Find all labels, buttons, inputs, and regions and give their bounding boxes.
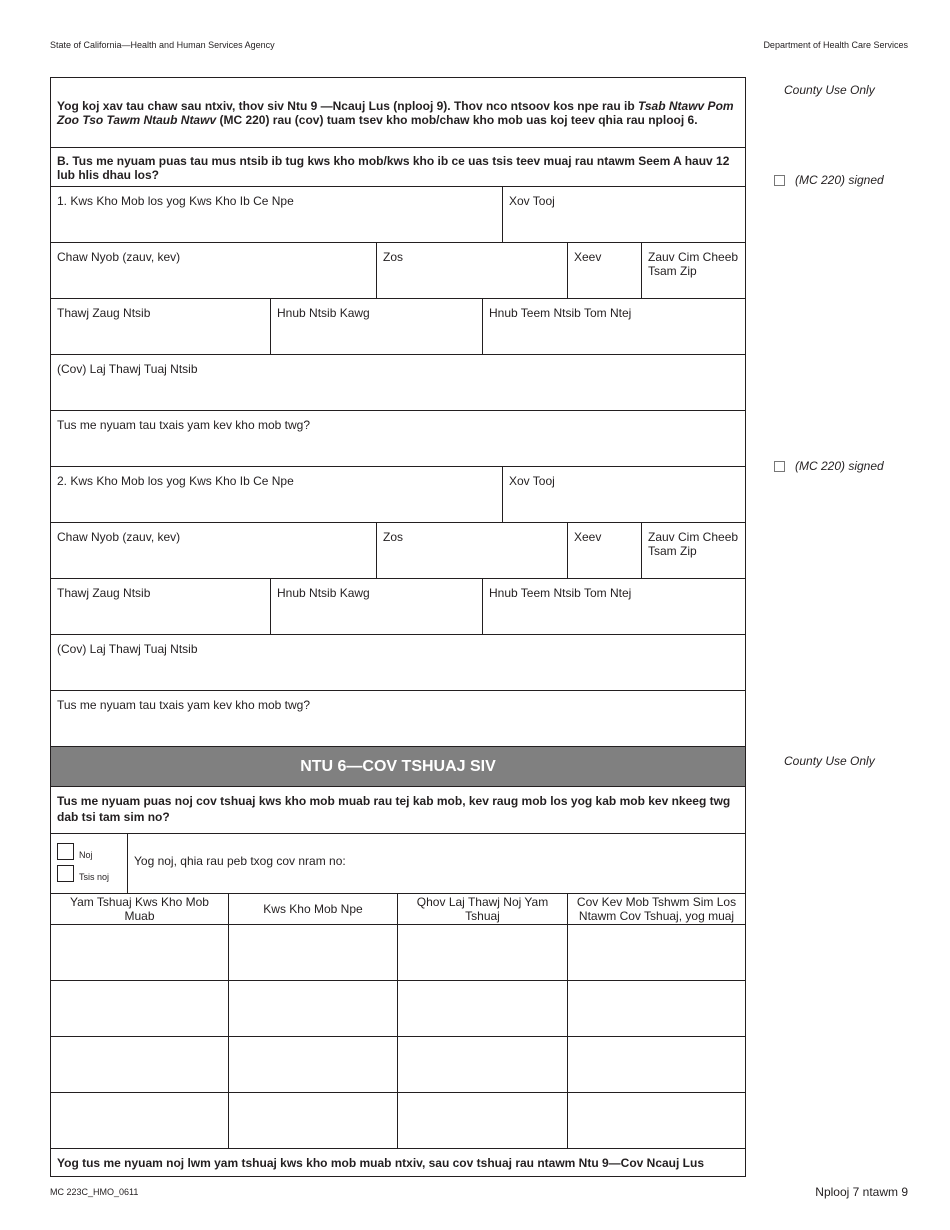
provider-2-address-row <box>51 523 745 579</box>
provider-2-treatment-field[interactable] <box>51 691 745 746</box>
yes-no-options <box>51 834 128 893</box>
checkbox-icon[interactable] <box>774 461 785 472</box>
provider-2-last-visit-field[interactable] <box>271 579 483 634</box>
provider-2-zip-field[interactable] <box>642 523 745 578</box>
field-label: (Cov) Laj Thawj Tuaj Ntsib <box>57 362 198 376</box>
side-effects-cell[interactable] <box>568 1093 745 1148</box>
checkbox-icon[interactable] <box>57 865 74 882</box>
provider-1-name-field[interactable] <box>51 187 503 242</box>
field-label: Zos <box>383 250 404 264</box>
medication-table-row <box>51 925 745 981</box>
intro-text: Yog koj xav tau chaw sau ntxiv, thov siv Ntu 9 —Ncauj Lus (nplooj 9). Thov nco ntsoov kos npe rau ib <box>57 99 638 113</box>
provider-2-treatment-row <box>51 691 745 747</box>
field-label: Xov Tooj <box>509 194 555 208</box>
section-b-question: B. Tus me nyuam puas tau mus ntsib ib tug kws kho mob/kws kho ib ce uas tsis teev muaj rau ntawm Seem A hauv 12 lub hlis dhau los? <box>51 148 745 187</box>
intro-form-title: Tsab Ntawv Pom Zoo Tso Tawm Ntaub Ntawv <box>57 99 734 127</box>
provider-2-reason-row <box>51 635 745 691</box>
checkbox-icon[interactable] <box>774 175 785 186</box>
provider-2-visits-row <box>51 579 745 635</box>
side-effects-cell[interactable] <box>568 925 745 980</box>
field-label: Hnub Ntsib Kawg <box>277 306 370 320</box>
field-label: Hnub Ntsib Kawg <box>277 586 370 600</box>
provider-2-city-field[interactable] <box>377 523 568 578</box>
field-label: Hnub Teem Ntsib Tom Ntej <box>489 306 632 320</box>
provider-1-treatment-field[interactable] <box>51 411 745 466</box>
agency-header: State of California—Health and Human Services Agency <box>50 40 275 50</box>
reason-cell[interactable] <box>398 981 568 1036</box>
provider-1-first-visit-field[interactable] <box>51 299 271 354</box>
if-yes-label: Yog noj, qhia rau peb txog cov nram no: <box>134 854 346 868</box>
section-6-banner: NTU 6—COV TSHUAJ SIV <box>51 747 745 787</box>
if-yes-instruction <box>128 834 745 893</box>
intro-instructions <box>51 78 745 148</box>
county-use-label: County Use Only <box>784 83 875 97</box>
medication-cell[interactable] <box>51 925 229 980</box>
field-label: Chaw Nyob (zauv, kev) <box>57 530 181 544</box>
field-label: Zos <box>383 530 404 544</box>
provider-1-city-field[interactable] <box>377 243 568 298</box>
doctor-cell[interactable] <box>229 1037 398 1092</box>
field-label: Zauv Cim Cheeb Tsam Zip <box>648 250 739 278</box>
intro-text-end: (MC 220) rau (cov) tuam tsev kho mob/chaw kho mob uas koj teev qhia rau nplooj 6. <box>216 113 698 127</box>
medication-cell[interactable] <box>51 981 229 1036</box>
department-header: Department of Health Care Services <box>763 40 908 50</box>
provider-1-visits-row <box>51 299 745 355</box>
mc220-signed-label: (MC 220) signed <box>795 459 884 473</box>
provider-2-address-field[interactable] <box>51 523 377 578</box>
county-use-label: County Use Only <box>784 754 875 768</box>
field-label: Thawj Zaug Ntsib <box>57 586 151 600</box>
form-id: MC 223C_HMO_0611 <box>50 1187 139 1197</box>
doctor-cell[interactable] <box>229 925 398 980</box>
provider-1-address-row <box>51 243 745 299</box>
mc220-signed-1[interactable] <box>774 173 884 187</box>
page-number: Nplooj 7 ntawm 9 <box>815 1185 908 1199</box>
provider-1-name-row <box>51 187 745 243</box>
field-label: Xov Tooj <box>509 474 555 488</box>
yes-option[interactable] <box>57 840 121 860</box>
provider-1-phone-field[interactable] <box>503 187 745 242</box>
medication-cell[interactable] <box>51 1037 229 1092</box>
provider-2-state-field[interactable] <box>568 523 642 578</box>
provider-2-name-field[interactable] <box>51 467 503 522</box>
provider-1-address-field[interactable] <box>51 243 377 298</box>
doctor-cell[interactable] <box>229 981 398 1036</box>
provider-2-next-visit-field[interactable] <box>483 579 745 634</box>
provider-1-state-field[interactable] <box>568 243 642 298</box>
no-option[interactable] <box>57 860 121 882</box>
medication-table-row <box>51 1037 745 1093</box>
section-6-footer-note: Yog tus me nyuam noj lwm yam tshuaj kws kho mob muab ntxiv, sau cov tshuaj rau ntawm Ntu 9—Cov Ncauj Lus <box>51 1149 745 1177</box>
provider-1-reason-field[interactable] <box>51 355 745 410</box>
column-header: Cov Kev Mob Tshwm Sim Los Ntawm Cov Tshuaj, yog muaj <box>576 895 737 923</box>
doctor-cell[interactable] <box>229 1093 398 1148</box>
side-effects-cell[interactable] <box>568 981 745 1036</box>
yes-label: Noj <box>79 850 93 860</box>
column-header: Qhov Laj Thawj Noj Yam Tshuaj <box>398 894 568 924</box>
checkbox-icon[interactable] <box>57 843 74 860</box>
field-label: Thawj Zaug Ntsib <box>57 306 151 320</box>
provider-2-name-row <box>51 467 745 523</box>
provider-1-next-visit-field[interactable] <box>483 299 745 354</box>
mc220-signed-label: (MC 220) signed <box>795 173 884 187</box>
field-label: Xeev <box>574 530 602 544</box>
provider-1-treatment-row <box>51 411 745 467</box>
reason-cell[interactable] <box>398 925 568 980</box>
medication-table-row <box>51 1093 745 1149</box>
field-label: Tus me nyuam tau txais yam kev kho mob twg? <box>57 418 310 432</box>
field-label: Hnub Teem Ntsib Tom Ntej <box>489 586 632 600</box>
field-label: Tus me nyuam tau txais yam kev kho mob twg? <box>57 698 310 712</box>
reason-cell[interactable] <box>398 1093 568 1148</box>
provider-2-reason-field[interactable] <box>51 635 745 690</box>
medication-answer-row <box>51 834 745 894</box>
reason-cell[interactable] <box>398 1037 568 1092</box>
field-label: Chaw Nyob (zauv, kev) <box>57 250 181 264</box>
side-effects-cell[interactable] <box>568 1037 745 1092</box>
provider-2-phone-field[interactable] <box>503 467 745 522</box>
field-label: 1. Kws Kho Mob los yog Kws Kho Ib Ce Npe <box>57 194 294 208</box>
provider-2-first-visit-field[interactable] <box>51 579 271 634</box>
medication-cell[interactable] <box>51 1093 229 1148</box>
section-6-question: Tus me nyuam puas noj cov tshuaj kws kho mob muab rau tej kab mob, kev raug mob los yog kab mob kev nkeeg twg dab tsi tam sim no? <box>51 787 745 834</box>
form-page <box>50 77 746 1177</box>
medication-table-header <box>51 894 745 925</box>
field-label: Zauv Cim Cheeb Tsam Zip <box>648 530 739 558</box>
field-label: (Cov) Laj Thawj Tuaj Ntsib <box>57 642 198 656</box>
field-label: Xeev <box>574 250 602 264</box>
column-header: Yam Tshuaj Kws Kho Mob Muab <box>51 894 229 924</box>
medication-table-row <box>51 981 745 1037</box>
provider-1-reason-row <box>51 355 745 411</box>
provider-1-zip-field[interactable] <box>642 243 745 298</box>
field-label: 2. Kws Kho Mob los yog Kws Kho Ib Ce Npe <box>57 474 294 488</box>
mc220-signed-2[interactable] <box>774 459 884 473</box>
provider-1-last-visit-field[interactable] <box>271 299 483 354</box>
column-header: Kws Kho Mob Npe <box>229 894 398 924</box>
no-label: Tsis noj <box>79 872 110 882</box>
